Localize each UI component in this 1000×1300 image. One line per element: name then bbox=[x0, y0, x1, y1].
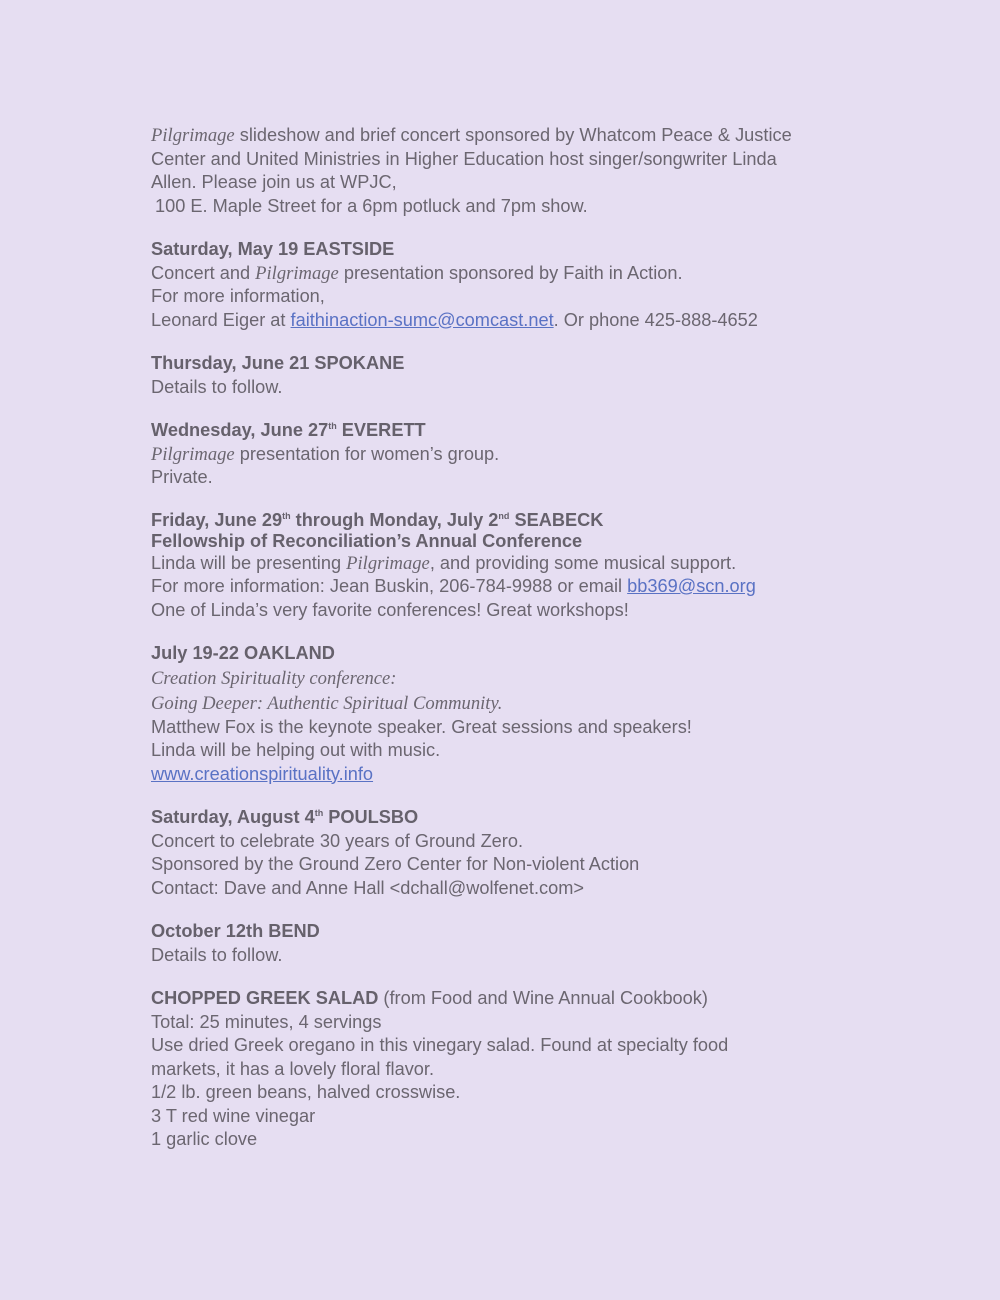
eastside-line-3: Leonard Eiger at faithinaction-sumc@comcast.net. Or phone 425-888-4652 bbox=[151, 309, 758, 330]
bend-details: Details to follow. bbox=[151, 944, 283, 965]
pilgrimage-title: Pilgrimage bbox=[151, 443, 235, 465]
oakland-line-4: Linda will be helping out with music. bbox=[151, 740, 441, 760]
recipe-ingredient-3: 1 garlic clove bbox=[151, 1129, 258, 1149]
wpjc-line-3: Allen. Please join us at WPJC, bbox=[151, 172, 397, 192]
recipe-line-1: Total: 25 minutes, 4 servings bbox=[151, 1011, 382, 1032]
spokane-details: Details to follow. bbox=[151, 376, 283, 397]
seabeck-event bbox=[151, 510, 871, 623]
recipe-ingredient-2: 3 T red wine vinegar bbox=[151, 1105, 316, 1126]
oakland-conference-name: Creation Spirituality conference: bbox=[151, 667, 397, 689]
poulsbo-event bbox=[151, 806, 871, 900]
seabeck-line-3: One of Linda’s very favorite conferences! Great workshops! bbox=[151, 599, 629, 620]
wpjc-line-4: 100 E. Maple Street for a 6pm potluck and 7pm show. bbox=[155, 195, 588, 216]
creationspirituality-link[interactable]: www.creationspirituality.info bbox=[151, 763, 374, 784]
recipe-title-line bbox=[151, 987, 871, 1011]
recipe-line-3: markets, it has a lovely floral flavor. bbox=[151, 1058, 435, 1079]
oakland-line-3: Matthew Fox is the keynote speaker. Great sessions and speakers! bbox=[151, 716, 692, 737]
seabeck-heading: Friday, June 29th through Monday, July 2nd SEABECK bbox=[151, 509, 604, 530]
bend-heading: October 12th BEND bbox=[151, 921, 320, 941]
poulsbo-heading: Saturday, August 4th POULSBO bbox=[151, 807, 419, 827]
spokane-heading: Thursday, June 21 SPOKANE bbox=[151, 353, 405, 373]
bb369-email-link[interactable]: bb369@scn.org bbox=[627, 576, 756, 596]
poulsbo-line-1: Concert to celebrate 30 years of Ground Zero. bbox=[151, 830, 524, 851]
bend-event bbox=[151, 920, 871, 967]
oakland-heading: July 19-22 OAKLAND bbox=[151, 643, 335, 663]
everett-event bbox=[151, 419, 871, 490]
spokane-event bbox=[151, 352, 871, 399]
seabeck-subheading: Fellowship of Reconciliation’s Annual Conference bbox=[151, 530, 583, 551]
faithinaction-email-link[interactable]: faithinaction-sumc@comcast.net bbox=[290, 309, 554, 330]
oakland-event bbox=[151, 642, 871, 786]
eastside-line-1: Concert and Pilgrimage presentation sponsored by Faith in Action. bbox=[151, 262, 683, 284]
pilgrimage-title: Pilgrimage bbox=[346, 552, 430, 574]
recipe bbox=[151, 987, 871, 1152]
wpjc-line-1: Pilgrimage slideshow and brief concert sponsored by Whatcom Peace & Justice bbox=[151, 125, 792, 146]
recipe-source: (from Food and Wine Annual Cookbook) bbox=[378, 988, 708, 1008]
pilgrimage-title: Pilgrimage bbox=[255, 262, 339, 284]
everett-line-1: Pilgrimage presentation for women’s group. bbox=[151, 443, 500, 465]
recipe-line-2: Use dried Greek oregano in this vinegary salad. Found at specialty food bbox=[151, 1035, 729, 1055]
pilgrimage-title: Pilgrimage bbox=[151, 125, 235, 146]
wpjc-line-2: Center and United Ministries in Higher Education host singer/songwriter Linda bbox=[151, 148, 777, 169]
newsletter-page bbox=[151, 124, 871, 1172]
poulsbo-line-2: Sponsored by the Ground Zero Center for Non-violent Action bbox=[151, 854, 640, 874]
oakland-line-5 bbox=[151, 763, 871, 787]
eastside-line-2: For more information, bbox=[151, 286, 325, 306]
oakland-conference-theme: Going Deeper: Authentic Spiritual Community. bbox=[151, 692, 503, 714]
eastside-event bbox=[151, 238, 871, 332]
everett-line-2: Private. bbox=[151, 467, 213, 487]
seabeck-line-2: For more information: Jean Buskin, 206-784-9988 or email bb369@scn.org bbox=[151, 576, 756, 596]
eastside-heading: Saturday, May 19 EASTSIDE bbox=[151, 239, 395, 259]
poulsbo-line-3: Contact: Dave and Anne Hall <dchall@wolfenet.com> bbox=[151, 877, 584, 898]
seabeck-line-1: Linda will be presenting Pilgrimage, and providing some musical support. bbox=[151, 552, 737, 574]
recipe-ingredient-1: 1/2 lb. green beans, halved crosswise. bbox=[151, 1082, 461, 1102]
wpjc-event bbox=[151, 124, 871, 218]
recipe-title: CHOPPED GREEK SALAD bbox=[151, 988, 379, 1008]
everett-heading: Wednesday, June 27th EVERETT bbox=[151, 420, 426, 440]
